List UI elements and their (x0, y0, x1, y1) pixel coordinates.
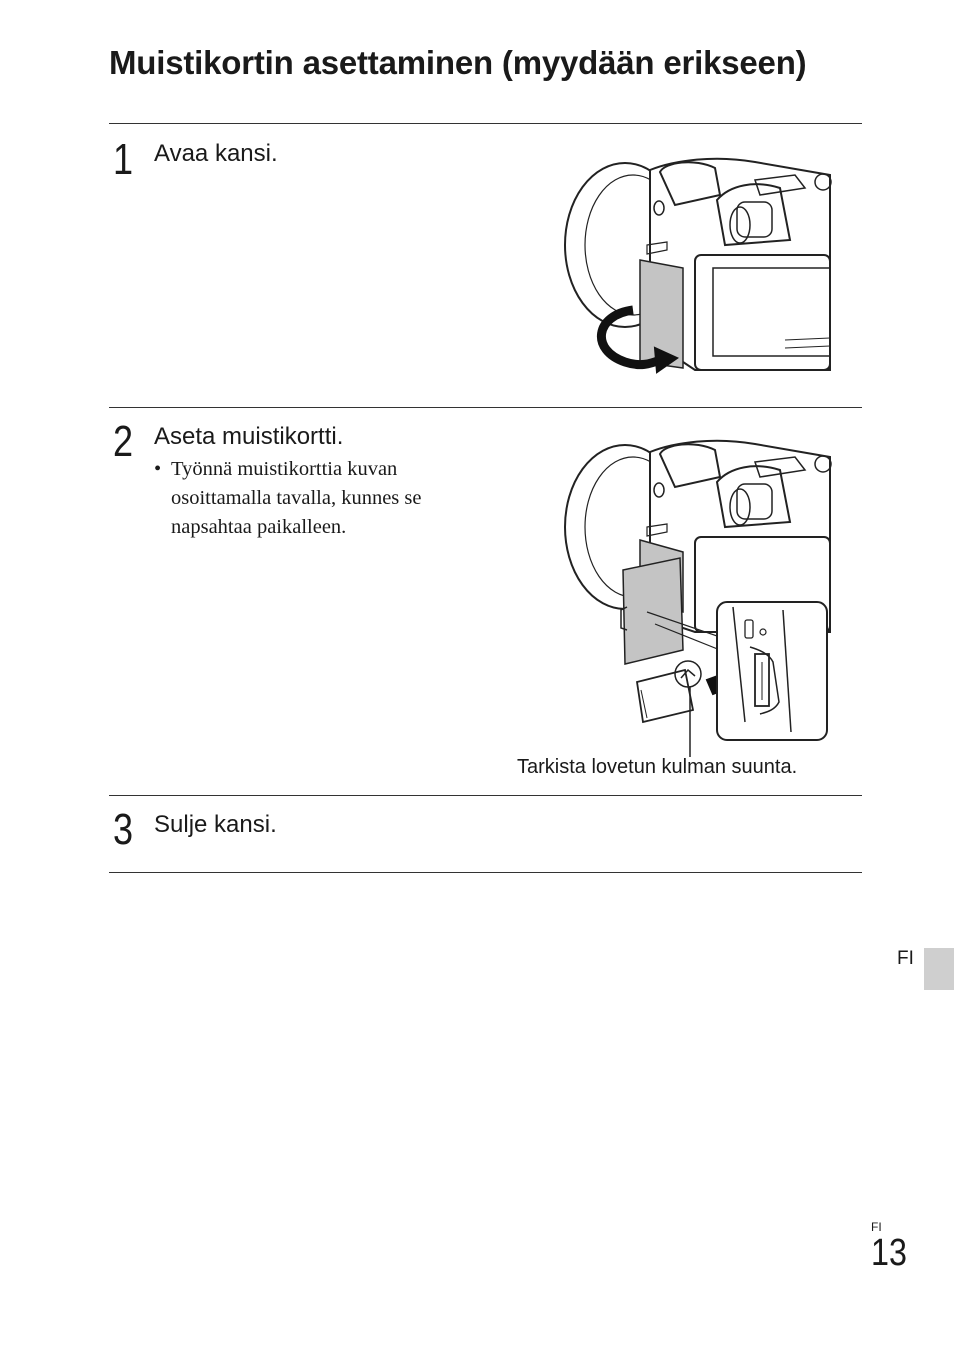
step-2-bullet-text: Työnnä muistikorttia kuvan osoittamalla tavalla, kunnes se napsahtaa paikalleen. (171, 458, 422, 538)
step-2-text: Aseta muistikortti. (154, 423, 344, 450)
step-2-number: 2 (113, 417, 134, 466)
page-number: 13 (871, 1232, 907, 1274)
divider (109, 407, 862, 408)
step-3-number: 3 (113, 805, 134, 854)
step-3-text: Sulje kansi. (154, 811, 277, 838)
footer-language: FI (871, 1220, 882, 1234)
notch-caption: Tarkista lovetun kulman suunta. (517, 756, 798, 778)
bullet-dot: • (154, 458, 162, 480)
language-tab (924, 948, 954, 990)
step-1-number: 1 (113, 135, 134, 184)
language-tab-label: FI (897, 948, 914, 969)
divider (109, 123, 862, 124)
step-2-bullet (154, 455, 484, 542)
camera-insert-card-illustration (555, 432, 840, 782)
page-title: Muistikortin asettaminen (myydään erikseen) (109, 44, 807, 81)
divider (109, 872, 862, 873)
camera-open-cover-illustration (555, 150, 840, 380)
step-1-text: Avaa kansi. (154, 140, 278, 167)
divider (109, 795, 862, 796)
